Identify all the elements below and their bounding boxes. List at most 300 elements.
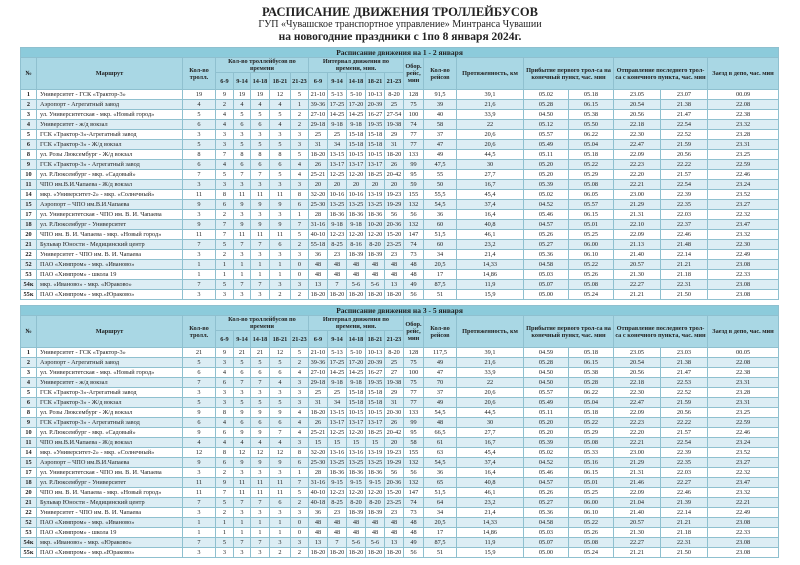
count-21-23: 3 (291, 508, 309, 518)
interval-14-18: 18-39 (347, 250, 366, 260)
interval-14-18: 12-20 (347, 428, 366, 438)
count-6-9: 2 (216, 100, 234, 110)
interval-14-18: 10-16 (347, 190, 366, 200)
count-14-18: 11 (251, 488, 270, 498)
last-departure-b: 22.52 (661, 388, 708, 398)
depot-return: 23.52 (708, 190, 779, 200)
interval-9-14: 5-13 (328, 90, 347, 100)
route-length: 21,6 (457, 358, 524, 368)
interval-6-9: 25-21 (309, 170, 328, 180)
header-time-slot: 14-18 (251, 331, 270, 348)
count-14-18: 7 (251, 170, 270, 180)
depot-return: 00.05 (708, 348, 779, 358)
interval-6-9: 31 (309, 398, 328, 408)
last-departure-b: 22.46 (661, 230, 708, 240)
first-arrival-b: 05.08 (569, 280, 614, 290)
table-row (21, 290, 779, 300)
last-departure-a: 21.04 (614, 498, 661, 508)
first-arrival-a: 04.58 (524, 518, 569, 528)
count-21-23: 2 (291, 290, 309, 300)
trolleybus-count: 1 (183, 270, 216, 280)
route-number: 4 (21, 378, 37, 388)
trolleybus-count: 5 (183, 140, 216, 150)
interval-21-23: 48 (385, 260, 404, 270)
table-row (21, 230, 779, 240)
first-arrival-a: 05.28 (524, 358, 569, 368)
depot-return: 22.30 (708, 240, 779, 250)
interval-14-18: 18-36 (347, 210, 366, 220)
last-departure-b: 22.31 (661, 538, 708, 548)
turnaround-time: 56 (404, 290, 424, 300)
count-9-14: 11 (234, 230, 251, 240)
first-arrival-b: 06.15 (569, 468, 614, 478)
count-6-9: 3 (216, 130, 234, 140)
count-21-23: 3 (291, 250, 309, 260)
route-name: ПАО «Химпром» - мкр. «Иваново» (37, 518, 183, 528)
interval-6-9: 13 (309, 538, 328, 548)
table-row (21, 478, 779, 488)
depot-return: 23.32 (708, 230, 779, 240)
count-21-23: 0 (291, 260, 309, 270)
last-departure-b: 22.27 (661, 478, 708, 488)
interval-6-9: 15 (309, 438, 328, 448)
depot-return: 22.32 (708, 468, 779, 478)
count-21-23: 2 (291, 548, 309, 558)
interval-14-18: 17-20 (347, 100, 366, 110)
interval-18-21: 18-20 (366, 290, 385, 300)
interval-21-23: 29 (385, 388, 404, 398)
last-departure-a: 21.29 (614, 200, 661, 210)
first-arrival-a: 05.00 (524, 290, 569, 300)
depot-return: 23.08 (708, 280, 779, 290)
route-length: 39,1 (457, 348, 524, 358)
route-name: Аэропорт – ЧПО им.В.И.Чапаева (37, 200, 183, 210)
interval-14-18: 9-18 (347, 220, 366, 230)
interval-14-18: 5-6 (347, 280, 366, 290)
first-arrival-a: 05.20 (524, 428, 569, 438)
count-14-18: 3 (251, 180, 270, 190)
count-18-21: 11 (270, 230, 291, 240)
interval-6-9: 25-30 (309, 458, 328, 468)
first-arrival-a: 04.57 (524, 478, 569, 488)
count-6-9: 6 (216, 428, 234, 438)
count-9-14: 7 (234, 280, 251, 290)
depot-return: 23.32 (708, 488, 779, 498)
count-6-9: 8 (216, 408, 234, 418)
interval-21-23: 25 (385, 358, 404, 368)
count-6-9: 7 (216, 488, 234, 498)
interval-9-14: 14-25 (328, 368, 347, 378)
interval-14-18: 18-20 (347, 548, 366, 558)
interval-14-18: 15-18 (347, 388, 366, 398)
first-arrival-b: 05.18 (569, 150, 614, 160)
first-arrival-b: 06.00 (569, 240, 614, 250)
table-row (21, 200, 779, 210)
header-num: № (21, 316, 37, 348)
first-arrival-a: 04.58 (524, 260, 569, 270)
turnaround-time: 48 (404, 518, 424, 528)
trip-count: 47,5 (424, 160, 457, 170)
last-departure-a: 20.57 (614, 260, 661, 270)
trolleybus-count: 6 (183, 160, 216, 170)
count-21-23: 3 (291, 398, 309, 408)
interval-18-21: 18-25 (366, 428, 385, 438)
depot-return: 23.08 (708, 548, 779, 558)
trip-count: 61 (424, 438, 457, 448)
route-number: 22 (21, 508, 37, 518)
route-length: 37,4 (457, 458, 524, 468)
interval-21-23: 23-25 (385, 498, 404, 508)
trolleybus-count: 8 (183, 150, 216, 160)
count-18-21: 7 (270, 428, 291, 438)
table-row (21, 358, 779, 368)
route-name: Университет - ЧПО им. В. И. Чапаева (37, 508, 183, 518)
interval-14-18: 5-10 (347, 348, 366, 358)
trolleybus-count: 9 (183, 408, 216, 418)
route-length: 14,33 (457, 518, 524, 528)
last-departure-b: 23.03 (661, 348, 708, 358)
interval-18-21: 48 (366, 270, 385, 280)
interval-21-23: 19-29 (385, 458, 404, 468)
header-time-slot: 18-21 (270, 73, 291, 90)
table-row (21, 150, 779, 160)
count-6-9: 6 (216, 200, 234, 210)
first-arrival-a: 05.39 (524, 438, 569, 448)
interval-21-23: 15-20 (385, 230, 404, 240)
route-number: 5 (21, 130, 37, 140)
interval-9-14: 7 (328, 280, 347, 290)
first-arrival-b: 05.18 (569, 348, 614, 358)
interval-6-9: 48 (309, 260, 328, 270)
count-18-21: 11 (270, 190, 291, 200)
last-departure-a: 22.23 (614, 418, 661, 428)
first-arrival-b: 05.22 (569, 418, 614, 428)
trolleybus-count: 7 (183, 538, 216, 548)
interval-9-14: 18-20 (328, 548, 347, 558)
interval-18-21: 15 (366, 438, 385, 448)
interval-18-21: 13-19 (366, 448, 385, 458)
count-18-21: 5 (270, 358, 291, 368)
route-length: 15,9 (457, 290, 524, 300)
count-14-18: 9 (251, 200, 270, 210)
count-9-14: 8 (234, 150, 251, 160)
interval-18-21: 8-20 (366, 498, 385, 508)
interval-14-18: 20 (347, 180, 366, 190)
last-departure-a: 22.27 (614, 538, 661, 548)
depot-return: 23.08 (708, 518, 779, 528)
depot-return: 22.46 (708, 428, 779, 438)
count-18-21: 3 (270, 280, 291, 290)
last-departure-a: 22.09 (614, 408, 661, 418)
count-21-23: 3 (291, 130, 309, 140)
interval-14-18: 9-15 (347, 478, 366, 488)
route-number: 15 (21, 458, 37, 468)
count-6-9: 7 (216, 150, 234, 160)
interval-14-18: 5-6 (347, 538, 366, 548)
count-6-9: 1 (216, 528, 234, 538)
route-name: ГСК «Трактор-3» - Агрегатный завод (37, 160, 183, 170)
trip-count: 36 (424, 210, 457, 220)
table-row (21, 368, 779, 378)
first-arrival-b: 05.22 (569, 518, 614, 528)
interval-6-9: 36 (309, 508, 328, 518)
depot-return: 22.08 (708, 100, 779, 110)
route-number: 18 (21, 478, 37, 488)
first-arrival-a: 05.49 (524, 398, 569, 408)
interval-9-14: 9-15 (328, 478, 347, 488)
last-departure-b: 21.50 (661, 548, 708, 558)
count-14-18: 9 (251, 428, 270, 438)
turnaround-time: 128 (404, 348, 424, 358)
last-departure-b: 21.50 (661, 290, 708, 300)
interval-18-21: 48 (366, 528, 385, 538)
trolleybus-count: 5 (183, 110, 216, 120)
last-departure-b: 22.37 (661, 220, 708, 230)
interval-18-21: 13-19 (366, 190, 385, 200)
trip-count: 20,5 (424, 518, 457, 528)
count-14-18: 3 (251, 468, 270, 478)
interval-18-21: 20-39 (366, 358, 385, 368)
interval-6-9: 48 (309, 528, 328, 538)
count-14-18: 19 (251, 90, 270, 100)
first-arrival-b: 05.18 (569, 90, 614, 100)
last-departure-b: 22.22 (661, 160, 708, 170)
route-name: Бульвар Юности - Медицинский центр (37, 498, 183, 508)
last-departure-b: 21.57 (661, 428, 708, 438)
interval-6-9: 21-10 (309, 348, 328, 358)
route-length: 23,2 (457, 498, 524, 508)
interval-6-9: 26 (309, 418, 328, 428)
route-length: 33,9 (457, 368, 524, 378)
trip-count: 51,5 (424, 230, 457, 240)
interval-14-18: 18-20 (347, 290, 366, 300)
interval-14-18: 12-20 (347, 488, 366, 498)
trolleybus-count: 4 (183, 100, 216, 110)
table-row (21, 130, 779, 140)
depot-return: 23.08 (708, 260, 779, 270)
route-number: 17 (21, 210, 37, 220)
interval-14-18: 9-18 (347, 120, 366, 130)
trip-count: 20,5 (424, 260, 457, 270)
route-name: Университет - ГСК «Трактор-3» (37, 90, 183, 100)
interval-18-21: 10-15 (366, 150, 385, 160)
table-row (21, 378, 779, 388)
last-departure-b: 22.35 (661, 458, 708, 468)
turnaround-time: 56 (404, 468, 424, 478)
last-departure-a: 22.18 (614, 120, 661, 130)
count-9-14: 3 (234, 508, 251, 518)
first-arrival-a: 05.26 (524, 230, 569, 240)
interval-9-14: 13-15 (328, 150, 347, 160)
count-9-14: 3 (234, 290, 251, 300)
count-18-21: 3 (270, 250, 291, 260)
count-9-14: 12 (234, 448, 251, 458)
header-time-slot: 21-23 (291, 331, 309, 348)
depot-return: 23.25 (708, 408, 779, 418)
first-arrival-b: 05.08 (569, 538, 614, 548)
interval-18-21: 18-36 (366, 210, 385, 220)
interval-18-21: 13-25 (366, 458, 385, 468)
last-departure-a: 21.31 (614, 210, 661, 220)
interval-14-18: 18-39 (347, 508, 366, 518)
count-18-21: 3 (270, 210, 291, 220)
interval-18-21: 16-27 (366, 368, 385, 378)
count-6-9: 6 (216, 378, 234, 388)
table-row (21, 280, 779, 290)
count-9-14: 7 (234, 498, 251, 508)
route-length: 45,4 (457, 190, 524, 200)
count-14-18: 7 (251, 498, 270, 508)
route-length: 30 (457, 418, 524, 428)
first-arrival-b: 05.25 (569, 230, 614, 240)
first-arrival-b: 06.05 (569, 190, 614, 200)
last-departure-a: 22.47 (614, 398, 661, 408)
last-departure-b: 21.18 (661, 528, 708, 538)
trip-count: 117,5 (424, 348, 457, 358)
interval-21-23: 23 (385, 508, 404, 518)
route-name: ул. Розы Люксембург - Ж/д вокзал (37, 408, 183, 418)
interval-6-9: 18-20 (309, 150, 328, 160)
turnaround-time: 133 (404, 408, 424, 418)
interval-21-23: 19-38 (385, 120, 404, 130)
last-departure-a: 20.57 (614, 518, 661, 528)
trolleybus-count: 3 (183, 290, 216, 300)
count-21-23: 7 (291, 220, 309, 230)
trolleybus-count: 5 (183, 398, 216, 408)
trolleybus-count: 9 (183, 458, 216, 468)
count-18-21: 1 (270, 260, 291, 270)
interval-9-14: 23 (328, 250, 347, 260)
last-departure-b: 22.22 (661, 418, 708, 428)
last-departure-a: 22.30 (614, 130, 661, 140)
route-number: 15 (21, 200, 37, 210)
trip-count: 50 (424, 180, 457, 190)
count-6-9: 3 (216, 388, 234, 398)
trip-count: 49 (424, 358, 457, 368)
turnaround-time: 147 (404, 230, 424, 240)
interval-9-14: 17-25 (328, 100, 347, 110)
count-9-14: 19 (234, 90, 251, 100)
count-9-14: 7 (234, 538, 251, 548)
depot-return: 23.27 (708, 458, 779, 468)
count-14-18: 21 (251, 348, 270, 358)
interval-18-21: 10-15 (366, 408, 385, 418)
route-number: 2 (21, 358, 37, 368)
last-departure-a: 20.54 (614, 358, 661, 368)
first-arrival-b: 05.38 (569, 368, 614, 378)
header-length: Протяженность, км (457, 58, 524, 90)
first-arrival-a: 05.02 (524, 90, 569, 100)
count-9-14: 6 (234, 120, 251, 130)
route-name: Бульвар Юности - Медицинский центр (37, 240, 183, 250)
first-arrival-b: 05.38 (569, 110, 614, 120)
count-6-9: 4 (216, 418, 234, 428)
table-row (21, 140, 779, 150)
interval-9-14: 8-25 (328, 240, 347, 250)
interval-9-14: 12-23 (328, 230, 347, 240)
trip-count: 87,5 (424, 538, 457, 548)
trolleybus-count: 6 (183, 120, 216, 130)
interval-9-14: 13-25 (328, 458, 347, 468)
route-name: ул. Университетская - мкр. «Новый город» (37, 110, 183, 120)
depot-return: 22.59 (708, 418, 779, 428)
turnaround-time: 95 (404, 170, 424, 180)
interval-14-18: 12-20 (347, 230, 366, 240)
route-name: ЧПО им.В.И.Чапаева - Ж/д вокзал (37, 180, 183, 190)
table-caption: Расписание движения на 1 - 2 января (21, 48, 779, 58)
route-number: 6 (21, 398, 37, 408)
table-row (21, 110, 779, 120)
route-length: 22 (457, 120, 524, 130)
last-departure-b: 21.59 (661, 398, 708, 408)
count-14-18: 1 (251, 270, 270, 280)
route-length: 11,9 (457, 538, 524, 548)
table-row (21, 270, 779, 280)
route-number: 53 (21, 270, 37, 280)
interval-6-9: 25-30 (309, 200, 328, 210)
interval-21-23: 20 (385, 438, 404, 448)
depot-return: 23.24 (708, 438, 779, 448)
interval-18-21: 19-35 (366, 120, 385, 130)
table-row (21, 528, 779, 538)
trolleybus-count: 1 (183, 518, 216, 528)
route-name: ул. Р.Люксембург - мкр. «Садовый» (37, 170, 183, 180)
first-arrival-a: 05.49 (524, 140, 569, 150)
header-count-by-time: Кол-во троллейбусов по времени (216, 316, 309, 331)
first-arrival-b: 06.22 (569, 388, 614, 398)
table-row (21, 438, 779, 448)
depot-return: 23.24 (708, 180, 779, 190)
count-18-21: 12 (270, 448, 291, 458)
last-departure-b: 22.31 (661, 280, 708, 290)
trolleybus-count: 5 (183, 358, 216, 368)
interval-9-14: 48 (328, 518, 347, 528)
last-departure-a: 22.30 (614, 388, 661, 398)
interval-6-9: 48 (309, 518, 328, 528)
header-time-slot: 9-14 (328, 331, 347, 348)
interval-6-9: 18-20 (309, 548, 328, 558)
interval-9-14: 17-25 (328, 358, 347, 368)
count-14-18: 6 (251, 160, 270, 170)
interval-21-23: 20-36 (385, 478, 404, 488)
interval-9-14: 18-36 (328, 210, 347, 220)
count-21-23: 2 (291, 358, 309, 368)
count-21-23: 2 (291, 120, 309, 130)
header-num: № (21, 58, 37, 90)
count-9-14: 11 (234, 478, 251, 488)
turnaround-time: 100 (404, 110, 424, 120)
table-row (21, 260, 779, 270)
first-arrival-a: 05.07 (524, 280, 569, 290)
interval-21-23: 56 (385, 468, 404, 478)
route-name: ул. Р.Люксембург - Университет (37, 478, 183, 488)
count-9-14: 9 (234, 220, 251, 230)
count-18-21: 8 (270, 150, 291, 160)
first-arrival-b: 06.10 (569, 250, 614, 260)
turnaround-time: 74 (404, 120, 424, 130)
last-departure-b: 22.39 (661, 190, 708, 200)
interval-9-14: 12-25 (328, 428, 347, 438)
first-arrival-a: 05.20 (524, 170, 569, 180)
turnaround-time: 75 (404, 358, 424, 368)
count-18-21: 5 (270, 110, 291, 120)
count-21-23: 1 (291, 468, 309, 478)
interval-21-23: 19-23 (385, 190, 404, 200)
header-turnaround: Обор. рейс, мин (404, 58, 424, 90)
count-21-23: 3 (291, 538, 309, 548)
last-departure-a: 22.10 (614, 220, 661, 230)
interval-18-21: 8-20 (366, 240, 385, 250)
